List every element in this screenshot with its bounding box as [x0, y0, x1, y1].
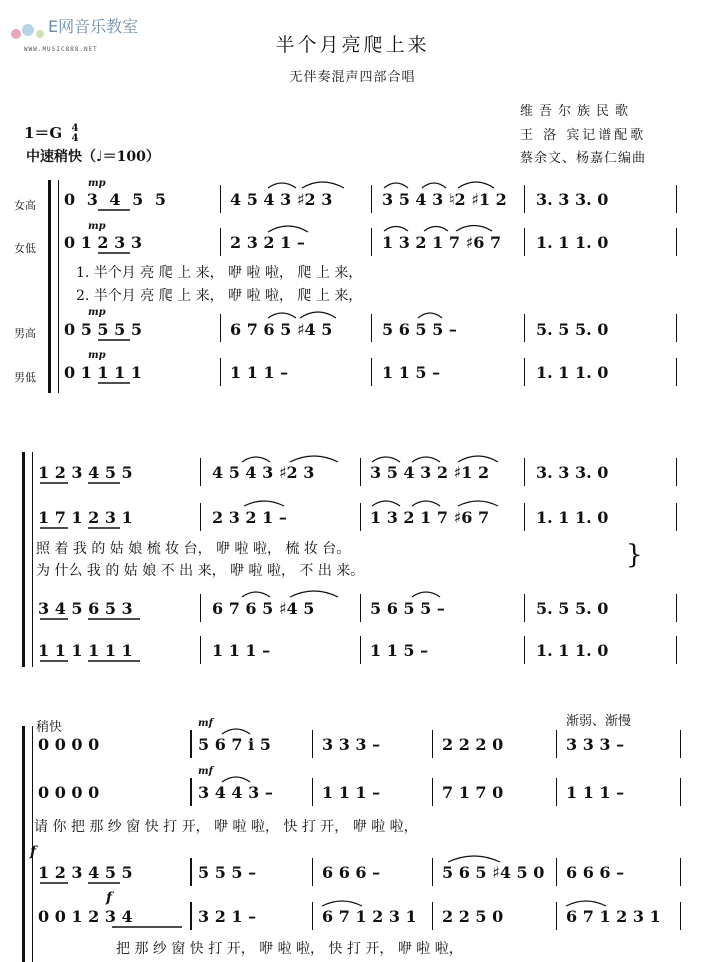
slur	[222, 777, 250, 782]
soprano-measure-10: 5 6 7 i 5	[198, 735, 271, 754]
slur	[372, 457, 400, 462]
slur	[384, 227, 408, 232]
bass-measure-1: 0 1 1 1 1	[64, 363, 142, 382]
song-title: 半个月亮爬上来	[275, 34, 430, 56]
slur	[222, 729, 250, 734]
soprano-measure-4: 3. 3 3. 0	[536, 190, 609, 209]
logo-url: WWW.MUSIC888.NET	[24, 46, 98, 53]
tenor-measure-7: 5 6 5 5 –	[370, 599, 445, 618]
slur	[412, 501, 440, 506]
tenor-measure-4: 5. 5 5. 0	[536, 320, 609, 339]
slur	[412, 592, 440, 597]
soprano-measure-1: 0 3 4 5 5	[64, 190, 166, 209]
alto-measure-9: 0 0 0 0	[38, 783, 100, 802]
tenor-measure-5: 3 4 5 6 5 3	[38, 599, 133, 618]
tempo-marking: 中速稍快（♩＝100）	[26, 149, 160, 165]
bass-measure-3: 1 1 5 –	[382, 363, 441, 382]
soprano-measure-2: 4 5 4 3 ♯2 3	[230, 190, 333, 209]
tempo-mark-faster: 稍快	[36, 720, 63, 735]
tempo-mark-dim-rit: 渐弱、渐慢	[566, 714, 632, 729]
bass-measure-2: 1 1 1 –	[230, 363, 289, 382]
slur	[456, 226, 492, 232]
tenor-measure-3: 5 6 5 5 –	[382, 320, 457, 339]
key-text: 1＝G	[24, 124, 63, 142]
soprano-measure-3: 3 5 4 3 ♮2 ♯1 2	[382, 190, 507, 209]
dynamic-mf: mf	[198, 718, 213, 729]
soprano-measure-11: 3 3 3 –	[322, 735, 381, 754]
soprano-measure-9: 0 0 0 0	[38, 735, 100, 754]
bass-measure-13: 6 7 1 2 3 1	[566, 907, 661, 926]
bass-measure-8: 1. 1 1. 0	[536, 641, 609, 660]
slur	[242, 592, 270, 597]
alto-measure-12: 7 1 7 0	[442, 783, 504, 802]
alto-measure-2: 2 3 2 1 –	[230, 233, 305, 252]
bass-measure-4: 1. 1 1. 0	[536, 363, 609, 382]
slur	[268, 313, 296, 318]
slur	[418, 313, 442, 318]
alto-measure-4: 1. 1 1. 0	[536, 233, 609, 252]
alto-measure-13: 1 1 1 –	[566, 783, 625, 802]
soprano-measure-5: 1 2 3 4 5 5	[38, 463, 133, 482]
lyric-verse-2: 2. 半个月 亮 爬 上 来， 咿 啦 啦， 爬 上 来，	[76, 288, 363, 304]
soprano-measure-13: 3 3 3 –	[566, 735, 625, 754]
slur	[242, 457, 270, 462]
tenor-measure-1: 0 5 5 5 5	[64, 320, 142, 339]
soprano-measure-8: 3. 3 3. 0	[536, 463, 609, 482]
bass-measure-12: 2 2 5 0	[442, 907, 504, 926]
credit-lyricist: 王 洛 宾记谱配歌	[520, 128, 647, 143]
tenor-measure-11: 6 6 6 –	[322, 863, 381, 882]
bass-measure-6: 1 1 1 –	[212, 641, 271, 660]
alto-measure-7: 1 3 2 1 7 ♯6 7	[370, 508, 490, 527]
tenor-measure-10: 5 5 5 –	[198, 863, 257, 882]
time-sig-bottom: 4	[71, 133, 79, 144]
dynamic-mp: mp	[88, 350, 106, 361]
dynamic-mp: mp	[88, 307, 106, 318]
slur	[300, 312, 336, 318]
alto-measure-1: 0 1 2 3 3	[64, 233, 142, 252]
logo-text: E网音乐教室	[48, 17, 139, 36]
slur	[322, 901, 362, 906]
slur	[566, 901, 606, 906]
time-sig-top: 4	[71, 123, 79, 134]
tenor-measure-13: 6 6 6 –	[566, 863, 625, 882]
tenor-measure-2: 6 7 6 5 ♯4 5	[230, 320, 333, 339]
credit-origin: 维吾尔族民歌	[520, 104, 635, 119]
soprano-measure-12: 2 2 2 0	[442, 735, 504, 754]
credit-arranger: 蔡余文、杨嘉仁编曲	[520, 151, 647, 166]
alto-measure-3: 1 3 2 1 7 ♯6 7	[382, 233, 502, 252]
slur	[244, 501, 284, 506]
slur	[422, 183, 446, 188]
soprano-measure-7: 3 5 4 3 2 ♯1 2	[370, 463, 490, 482]
alto-measure-11: 1 1 1 –	[322, 783, 381, 802]
dynamic-mp: mp	[88, 178, 106, 189]
alto-measure-8: 1. 1 1. 0	[536, 508, 609, 527]
soprano-measure-6: 4 5 4 3 ♯2 3	[212, 463, 315, 482]
slur	[458, 456, 498, 462]
dynamic-mp: mp	[88, 221, 106, 232]
voice-label-alto: 女低	[14, 242, 36, 255]
verse-brace: }	[626, 540, 643, 570]
tenor-measure-9: 1 2 3 4 5 5	[38, 863, 133, 882]
bass-measure-9: 0 0 1 2 3 4	[38, 907, 133, 926]
bass-measure-5: 1 1 1 1 1 1	[38, 641, 133, 660]
tenor-measure-12: 5 6 5 ♯4 5 0	[442, 863, 545, 882]
tenor-measure-8: 5. 5 5. 0	[536, 599, 609, 618]
voice-label-tenor: 男高	[14, 327, 36, 340]
lyric-verse-1: 照 着 我 的 姑 娘 梳 妆 台， 咿 啦 啦， 梳 妆 台。	[36, 541, 351, 557]
song-subtitle: 无伴奏混声四部合唱	[289, 70, 416, 85]
slur	[268, 183, 296, 188]
lyric-verse-1: 1. 半个月 亮 爬 上 来， 咿 啦 啦， 爬 上 来，	[76, 265, 363, 281]
slur	[268, 226, 308, 232]
slur	[302, 182, 344, 188]
slur	[458, 501, 498, 506]
alto-measure-6: 2 3 2 1 –	[212, 508, 287, 527]
slur	[448, 856, 500, 862]
slur	[384, 183, 408, 188]
dynamic-mf: mf	[198, 766, 213, 777]
slur	[458, 182, 494, 188]
voice-label-soprano: 女高	[14, 199, 36, 212]
lyric-verse-2: 为 什么 我 的 姑 娘 不 出 来， 咿 啦 啦， 不 出 来。	[36, 563, 365, 579]
slur	[290, 591, 338, 597]
tenor-measure-6: 6 7 6 5 ♯4 5	[212, 599, 315, 618]
slur	[412, 457, 440, 462]
dynamic-f: f	[106, 890, 113, 906]
alto-measure-5: 1 7 1 2 3 1	[38, 508, 133, 527]
bass-measure-10: 3 2 1 –	[198, 907, 257, 926]
bass-measure-7: 1 1 5 –	[370, 641, 429, 660]
dynamic-f: f	[30, 844, 37, 860]
slur	[424, 227, 448, 232]
voice-label-bass: 男低	[14, 371, 36, 384]
slur	[372, 501, 400, 506]
bass-measure-11: 6 7 1 2 3 1	[322, 907, 417, 926]
alto-measure-10: 3 4 4 3 –	[198, 783, 273, 802]
lyric-upper-voices: 请 你 把 那 纱 窗 快 打 开， 咿 啦 啦， 快 打 开， 咿 啦 啦，	[34, 819, 418, 835]
lyric-lower-voices: 把 那 纱 窗 快 打 开， 咿 啦 啦， 快 打 开， 咿 啦 啦，	[116, 941, 463, 957]
slur	[290, 456, 338, 462]
